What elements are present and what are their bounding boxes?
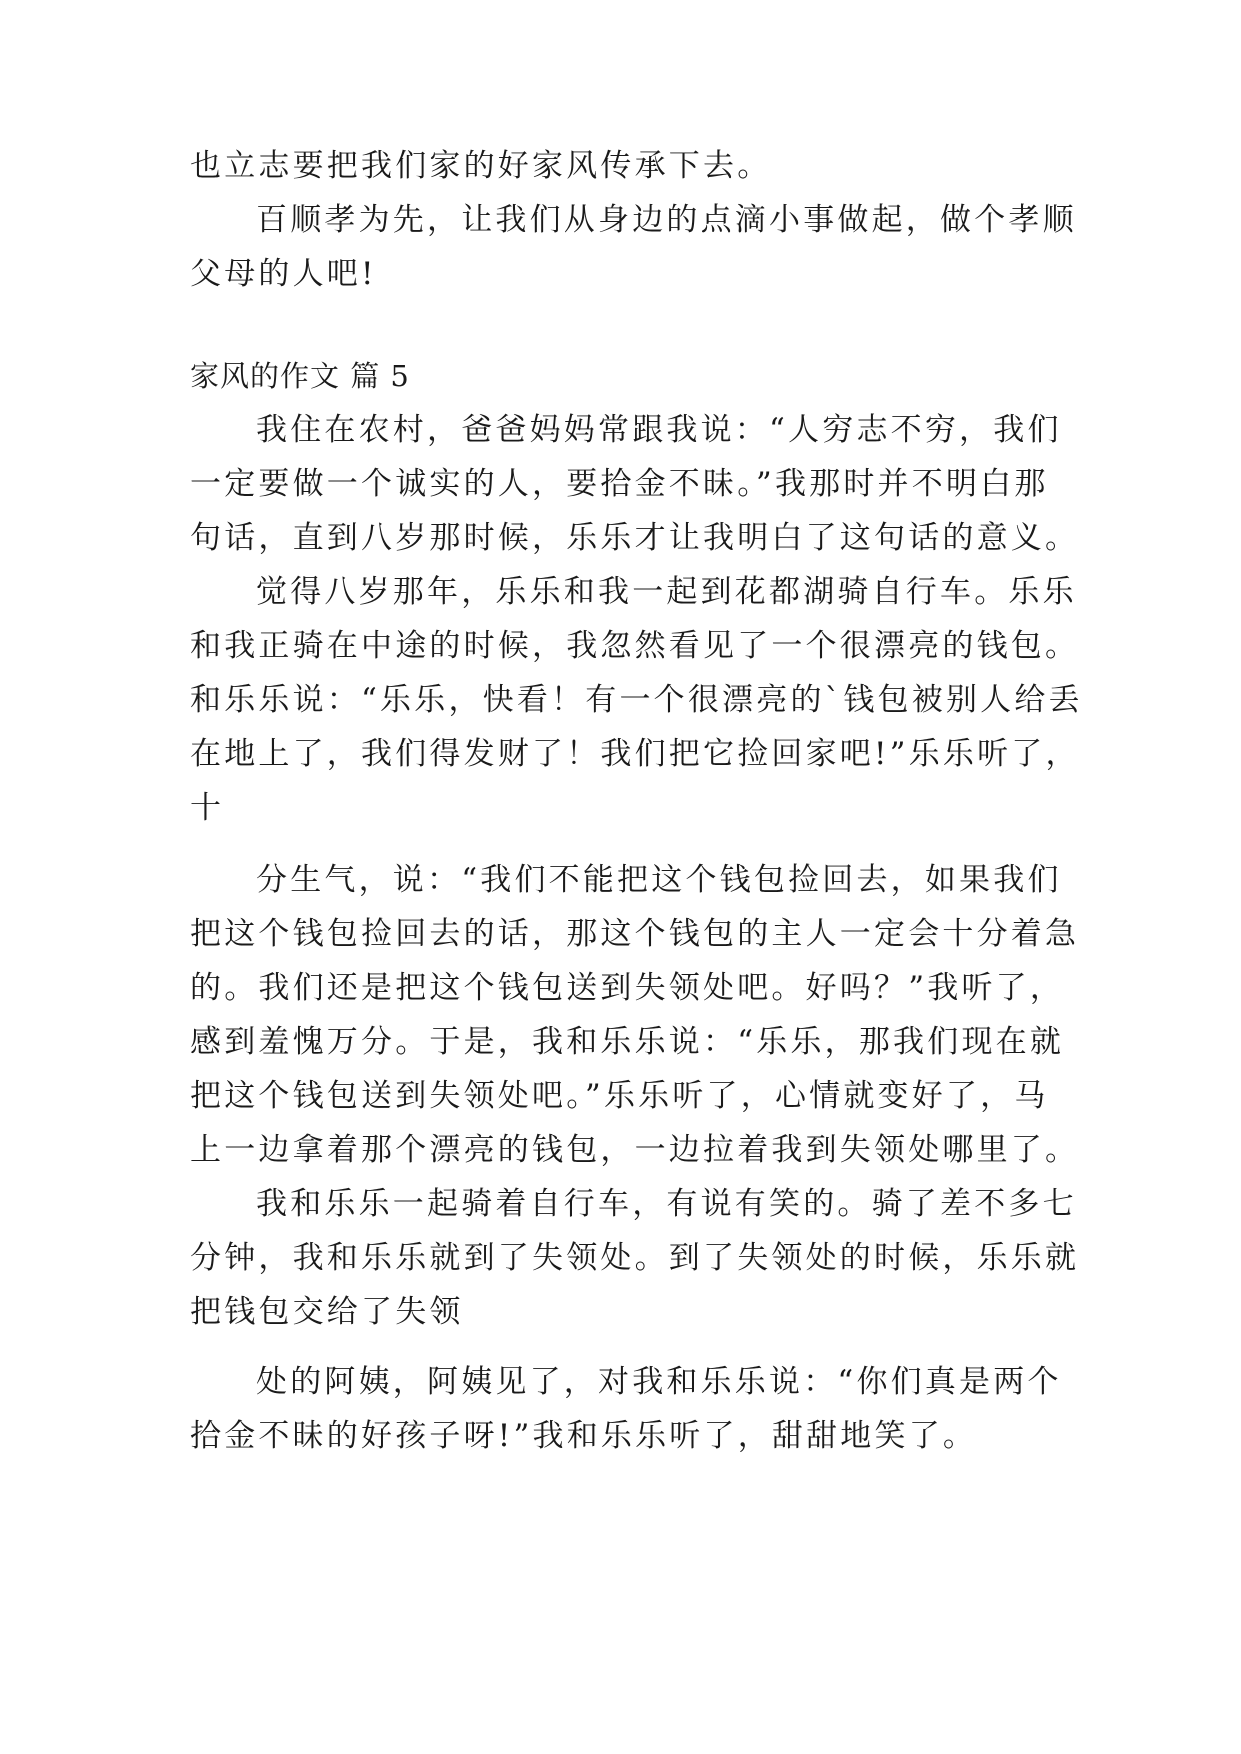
paragraph-start-line: 我住在农村，爸爸妈妈常跟我说：“人穷志不穷，我们	[256, 412, 1062, 448]
text-line: 在地上了，我们得发财了！我们把它捡回家吧!”乐乐听了，	[190, 736, 1080, 772]
text-line: 把这个钱包送到失领处吧。”乐乐听了，心情就变好了，马	[190, 1078, 1049, 1114]
text-line: 把钱包交给了失领	[190, 1294, 464, 1330]
paragraph-start-line: 百顺孝为先，让我们从身边的点滴小事做起，做个孝顺	[256, 202, 1077, 238]
text-line: 和乐乐说：“乐乐，快看！有一个很漂亮的`钱包被别人给丢	[190, 682, 1083, 718]
text-line: 分钟，我和乐乐就到了失领处。到了失领处的时候，乐乐就	[190, 1240, 1080, 1276]
paragraph-start-line: 处的阿姨，阿姨见了，对我和乐乐说：“你们真是两个	[256, 1364, 1062, 1400]
text-line: 把这个钱包捡回去的话，那这个钱包的主人一定会十分着急	[190, 916, 1080, 952]
text-line: 也立志要把我们家的好家风传承下去。	[190, 148, 772, 184]
section-heading: 家风的作文 篇 5	[190, 359, 410, 393]
text-line: 拾金不昧的好孩子呀!”我和乐乐听了，甜甜地笑了。	[190, 1418, 978, 1454]
text-line: 句话，直到八岁那时候，乐乐才让我明白了这句话的意义。	[190, 520, 1080, 556]
text-line: 一定要做一个诚实的人，要拾金不昧。”我那时并不明白那	[190, 466, 1049, 502]
paragraph-start-line: 分生气，说：“我们不能把这个钱包捡回去，如果我们	[256, 862, 1062, 898]
text-line: 父母的人吧!	[190, 256, 377, 292]
text-line: 上一边拿着那个漂亮的钱包，一边拉着我到失领处哪里了。	[190, 1132, 1080, 1168]
text-line: 和我正骑在中途的时候，我忽然看见了一个很漂亮的钱包。	[190, 628, 1080, 664]
text-line: 十	[190, 790, 225, 826]
paragraph-start-line: 我和乐乐一起骑着自行车，有说有笑的。骑了差不多七	[256, 1186, 1077, 1222]
paragraph-start-line: 觉得八岁那年，乐乐和我一起到花都湖骑自行车。乐乐	[256, 574, 1077, 610]
text-line: 感到羞愧万分。于是，我和乐乐说：“乐乐，那我们现在就	[190, 1024, 1065, 1060]
text-line: 的。我们还是把这个钱包送到失领处吧。好吗？”我听了，	[190, 970, 1065, 1006]
